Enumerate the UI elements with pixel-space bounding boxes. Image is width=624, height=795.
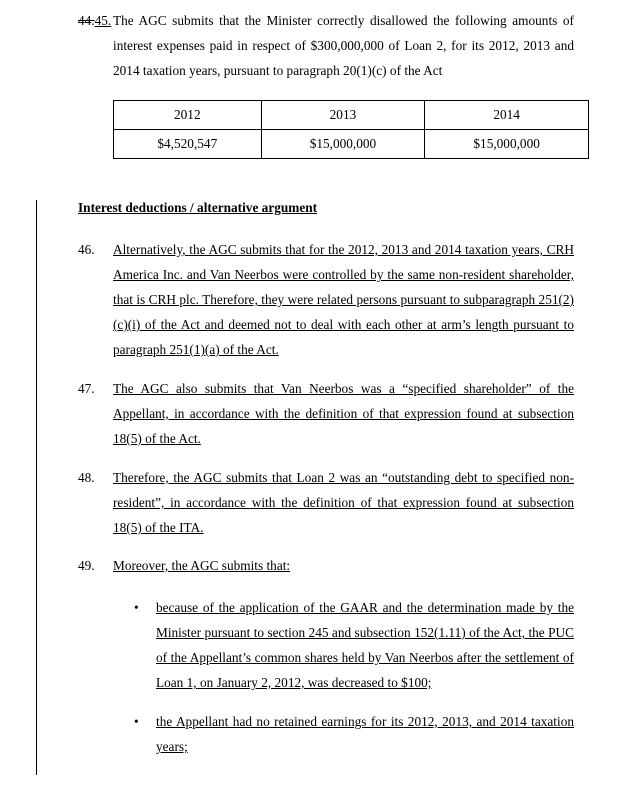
table-header-cell: 2012 xyxy=(114,101,262,130)
paragraph-text: The AGC submits that the Minister correctly disallowed the following amounts of interest expenses paid in respect of $300,000,000 of Loan 2, for its 2012, 2013 and 2014 taxation years, pursuant to paragraph 20(1)(c) of the Act xyxy=(113,13,574,78)
paragraph-48 xyxy=(78,465,574,540)
paragraph-47 xyxy=(78,376,574,451)
bullet-icon: • xyxy=(134,600,139,615)
table-cell: $15,000,000 xyxy=(261,130,425,159)
inserted-number: 45. xyxy=(94,13,112,28)
paragraph-text: Therefore, the AGC submits that Loan 2 was an “outstanding debt to specified non-resident”, in accordance with the definition of that expression found at subsection 18(5) of the ITA. xyxy=(113,470,574,535)
table-header-cell: 2013 xyxy=(261,101,425,130)
paragraph-number: 49. xyxy=(78,558,95,573)
interest-amounts-table xyxy=(113,100,589,159)
section-heading: Interest deductions / alternative argument xyxy=(78,200,318,215)
paragraph-number: 46. xyxy=(78,242,95,257)
bullet-text: because of the application of the GAAR and the determination made by the Minister pursuant to section 245 and subsection 152(1.11) of the Act, the PUC of the Appellant’s common shares held by Van Neerbos after the settlement of Loan 1, on January 2, 2012, was decreased to $100; xyxy=(156,600,574,690)
paragraph-number xyxy=(78,8,111,33)
paragraph-45 xyxy=(78,8,574,83)
bullet-item xyxy=(134,709,574,759)
bullet-icon: • xyxy=(134,714,139,729)
bullet-item xyxy=(134,595,574,695)
deleted-number: 44. xyxy=(78,13,95,28)
table-cell: $4,520,547 xyxy=(114,130,262,159)
paragraph-number: 48. xyxy=(78,470,95,485)
paragraph-46 xyxy=(78,237,574,362)
table-cell: $15,000,000 xyxy=(425,130,589,159)
bullet-text: the Appellant had no retained earnings for its 2012, 2013, and 2014 taxation years; xyxy=(156,714,574,754)
paragraph-49 xyxy=(78,553,574,578)
revision-change-bar xyxy=(36,200,37,775)
paragraph-text: Alternatively, the AGC submits that for the 2012, 2013 and 2014 taxation years, CRH America Inc. and Van Neerbos were controlled by the same non-resident shareholder, that is CRH plc. Therefore, they were related persons pursuant to subparagraph 251(2)(c)(i) of the Act and deemed not to deal with each other at arm’s length pursuant to paragraph 251(1)(a) of the Act. xyxy=(113,242,574,357)
paragraph-text: The AGC also submits that Van Neerbos was a “specified shareholder” of the Appellant, in accordance with the definition of that expression found at subsection 18(5) of the Act. xyxy=(113,381,574,446)
paragraph-number: 47. xyxy=(78,381,95,396)
table-header-cell: 2014 xyxy=(425,101,589,130)
table-header-row xyxy=(114,101,589,130)
paragraph-text: Moreover, the AGC submits that: xyxy=(113,558,291,573)
table-row xyxy=(114,130,589,159)
